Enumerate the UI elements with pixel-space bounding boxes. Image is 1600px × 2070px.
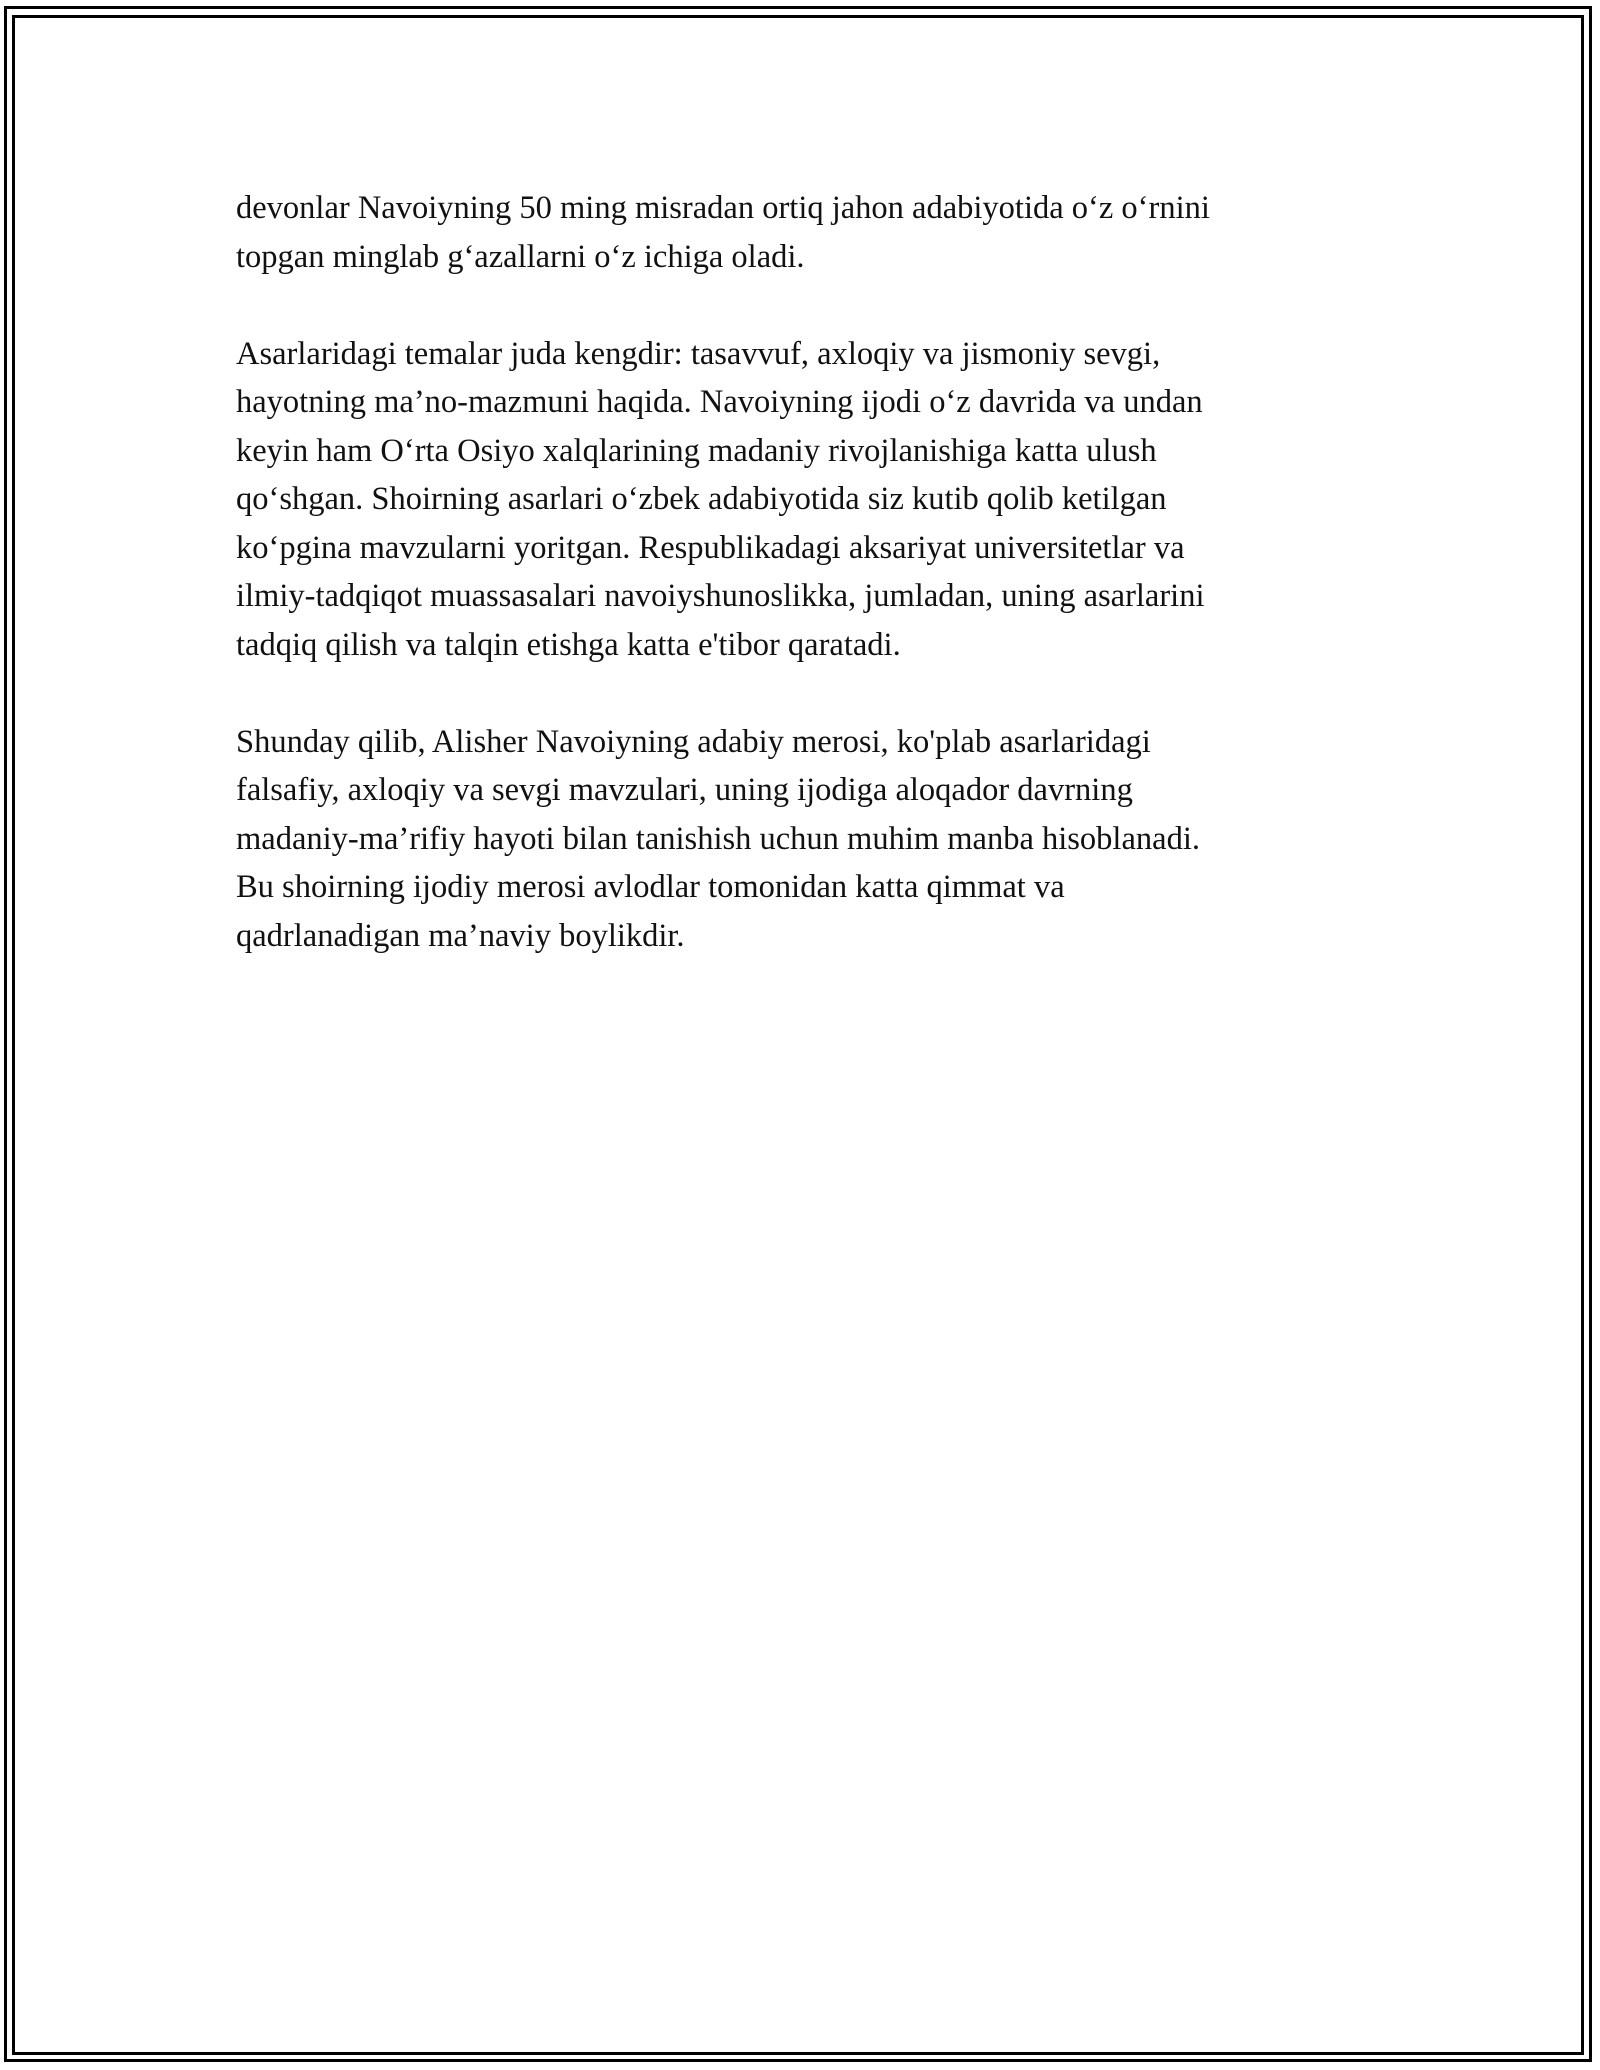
text-line: topgan minglab g‘azallarni o‘z ichiga oladi. — [236, 238, 805, 275]
text-line: tadqiq qilish va talqin etishga katta e'tibor qaratadi. — [236, 626, 901, 663]
text-line: hayotning ma’no-mazmuni haqida. Navoiyning ijodi o‘z davrida va undan — [236, 384, 1203, 420]
paragraph-1 — [236, 184, 1376, 281]
text-line: qadrlanadigan ma’naviy boylikdir. — [236, 917, 685, 954]
text-line: Asarlaridagi temalar juda kengdir: tasavvuf, axloqiy va jismoniy sevgi, — [236, 335, 1161, 372]
text-line: Bu shoirning ijodiy merosi avlodlar tomonidan katta qimmat va — [236, 869, 1065, 905]
text-line: ko‘pgina mavzularni yoritgan. Respublikadagi aksariyat universitetlar va — [236, 529, 1185, 566]
paragraph-3 — [236, 718, 1376, 961]
text-line: Shunday qilib, Alisher Navoiyning adabiy merosi, ko'plab asarlaridagi — [236, 723, 1151, 760]
text-line: keyin ham O‘rta Osiyo xalqlarining madaniy rivojlanishiga katta ulush — [236, 432, 1157, 469]
document-body — [236, 184, 1376, 1009]
text-line: madaniy-ma’rifiy hayoti bilan tanishish uchun muhim manba hisoblanadi. — [236, 820, 1200, 857]
paragraph-2 — [236, 330, 1376, 670]
text-line: ilmiy-tadqiqot muassasalari navoiyshunoslikka, jumladan, uning asarlarini — [236, 578, 1205, 614]
text-line: falsafiy, axloqiy va sevgi mavzulari, uning ijodiga aloqador davrning — [236, 772, 1133, 808]
text-line: qo‘shgan. Shoirning asarlari o‘zbek adabiyotida siz kutib qolib ketilgan — [236, 481, 1167, 517]
text-line: devonlar Navoiyning 50 ming misradan ortiq jahon adabiyotida o‘z o‘rnini — [236, 190, 1210, 226]
